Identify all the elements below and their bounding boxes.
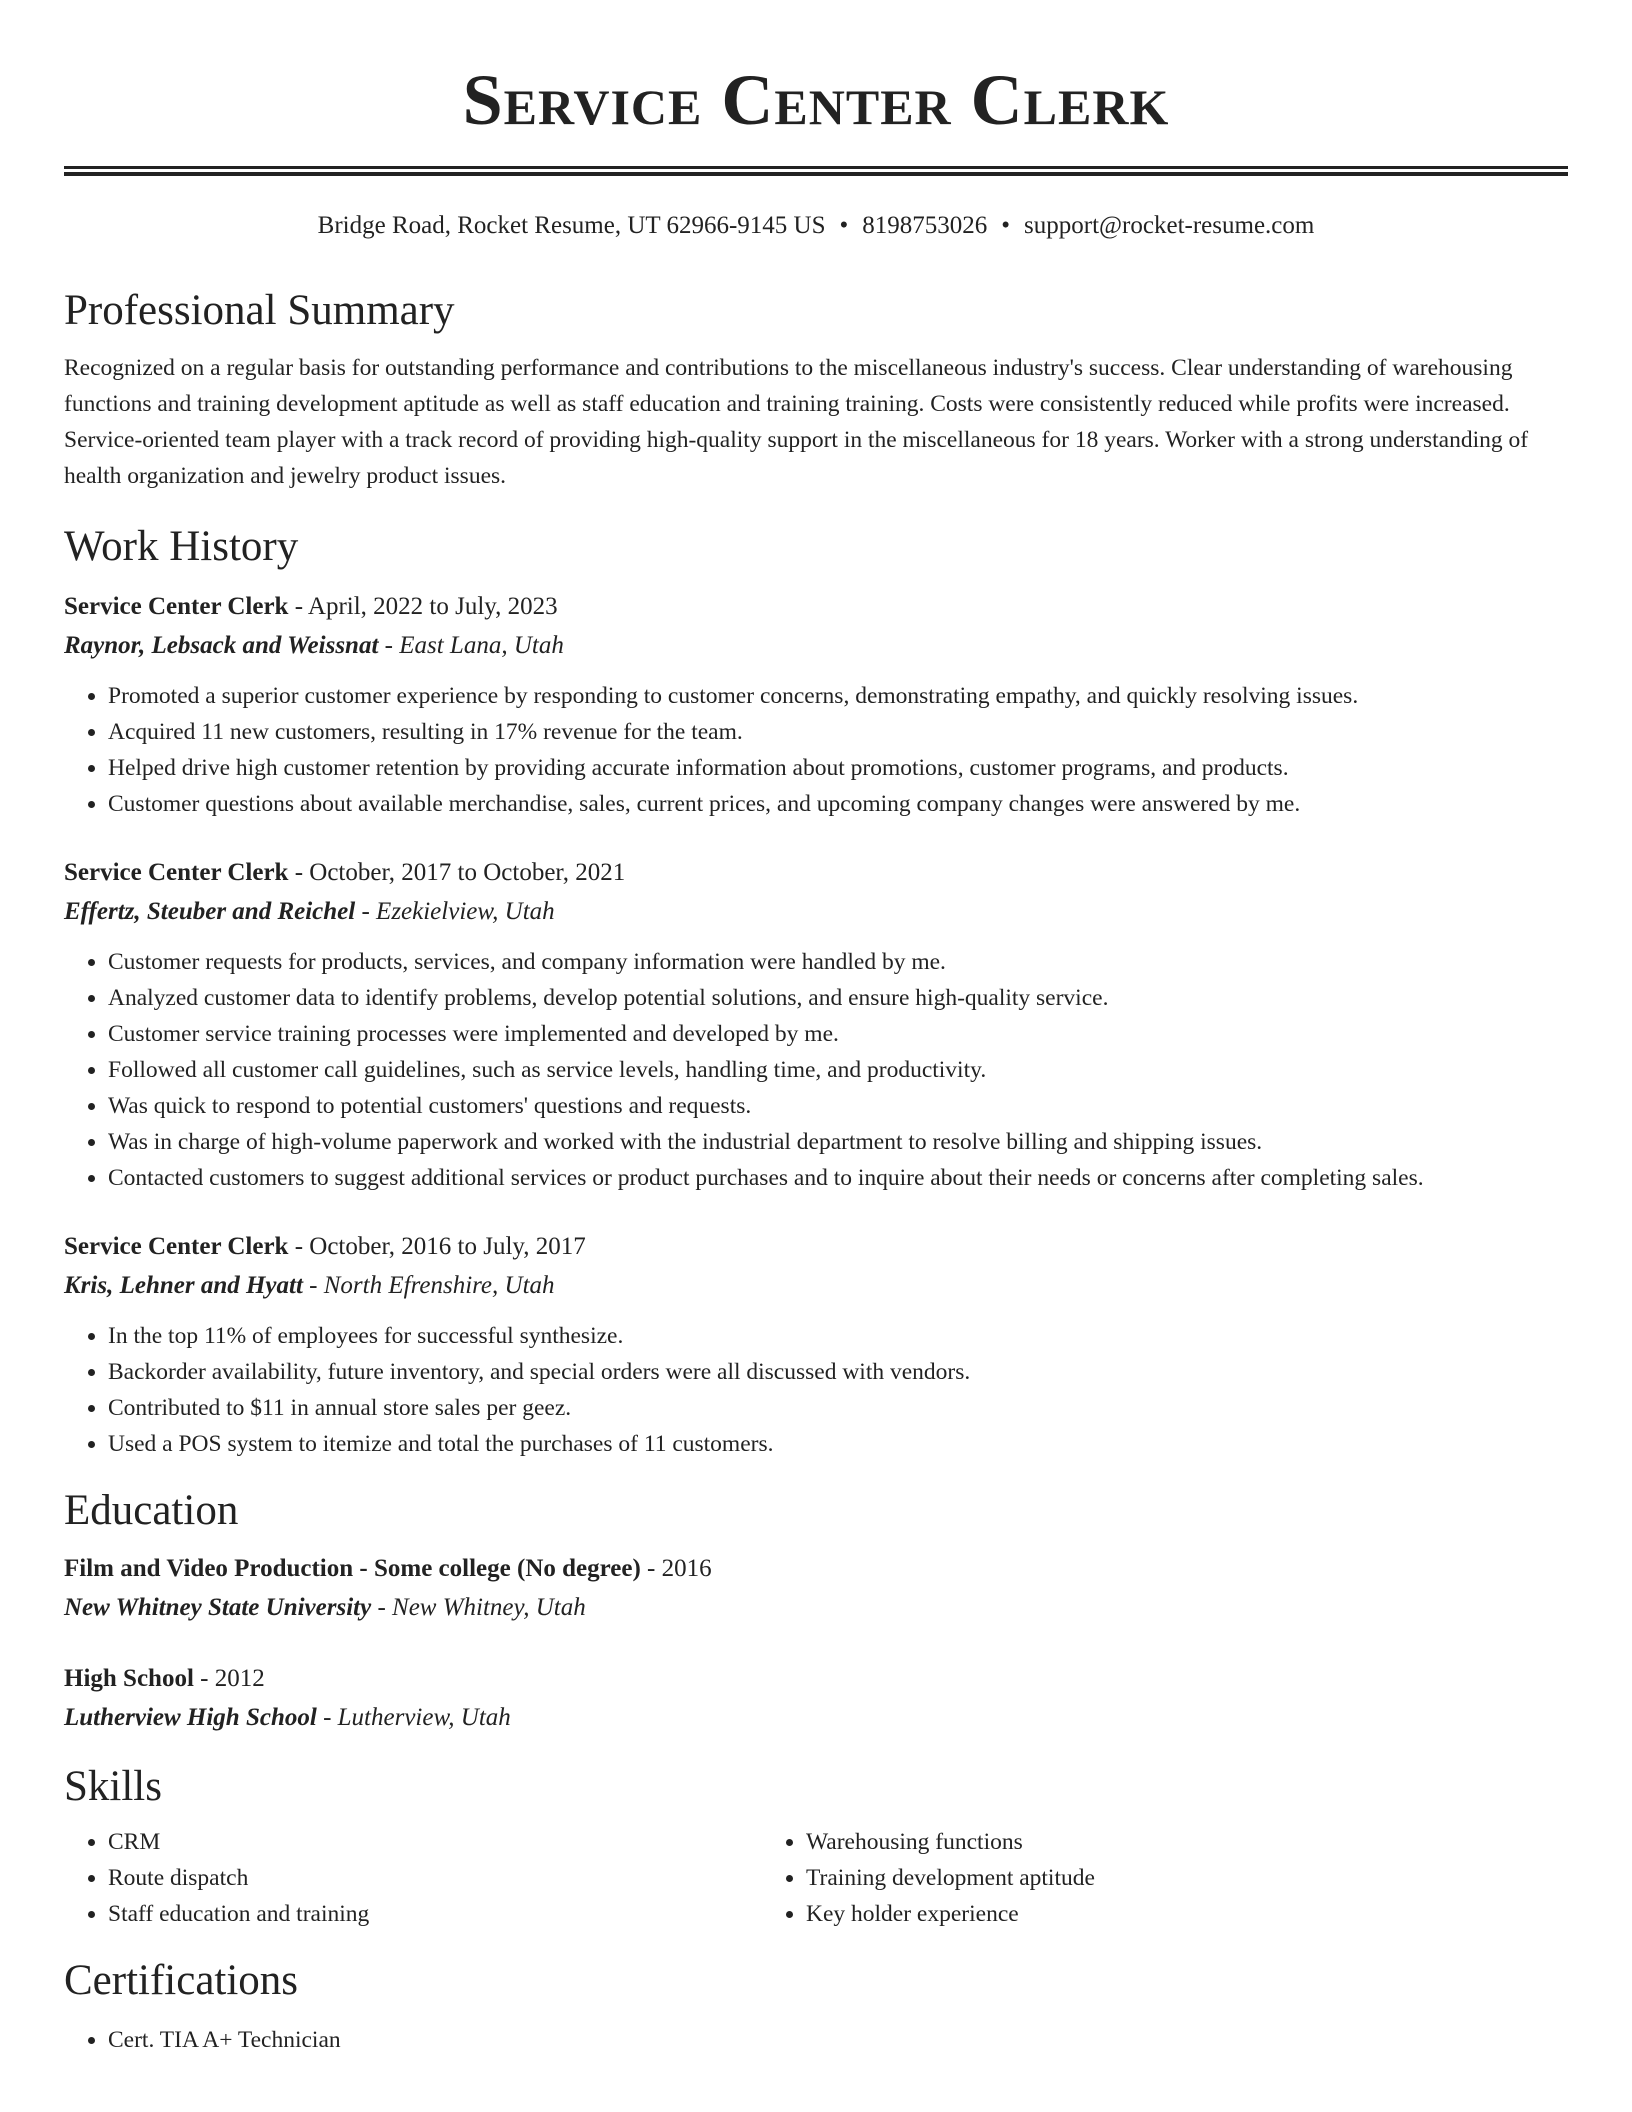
- job-bullets: [64, 678, 1568, 822]
- education-year: - 2016: [640, 1555, 712, 1582]
- education-entry: [64, 1660, 1568, 1738]
- education-degree: Film and Video Production - Some college (No degree): [64, 1555, 641, 1582]
- education-degree-line: [64, 1660, 1568, 1698]
- contact-phone: 8198753026: [862, 212, 988, 239]
- job-bullet: • Customer service training processes were implemented and developed by me.: [108, 1016, 1568, 1052]
- job-bullet: • Analyzed customer data to identify problems, develop potential solutions, and ensure high-quality service.: [108, 980, 1568, 1016]
- job-bullet: • Acquired 11 new customers, resulting in 17% revenue for the team.: [108, 714, 1568, 750]
- skills-heading: Skills: [64, 1763, 162, 1810]
- resume-page: [64, 0, 1568, 2058]
- skill-item: • Route dispatch: [108, 1860, 762, 1896]
- education-school: Lutherview High School: [64, 1704, 317, 1731]
- job-bullets: [64, 1318, 1568, 1462]
- job-title: Service Center Clerk: [64, 593, 289, 620]
- certification-item: • Cert. TIA A+ Technician: [108, 2022, 1568, 2058]
- job-bullet: • Contributed to $11 in annual store sales per geez.: [108, 1390, 1568, 1426]
- skills-column-left: [64, 1824, 762, 1932]
- job-title-line: [64, 588, 1568, 626]
- contact-separator: •: [1001, 212, 1011, 239]
- job-company-line: [64, 1266, 1568, 1306]
- education-location: - New Whitney, Utah: [371, 1594, 586, 1621]
- education-degree-line: [64, 1550, 1568, 1588]
- certifications-heading: Certifications: [64, 1957, 299, 2004]
- education-entry: [64, 1550, 1568, 1628]
- resume-title: Service Center Clerk: [462, 60, 1170, 140]
- job-bullet: • Customer questions about available merchandise, sales, current prices, and upcoming company changes were answered by me.: [108, 786, 1568, 822]
- job-bullet: • Promoted a superior customer experience by responding to customer concerns, demonstrating empathy, and quickly resolving issues.: [108, 678, 1568, 714]
- education-school: New Whitney State University: [64, 1594, 372, 1621]
- job-location: - North Efrenshire, Utah: [302, 1272, 555, 1299]
- job-entry: [64, 854, 1568, 1196]
- work-history-heading: Work History: [64, 523, 299, 570]
- education-year: - 2012: [193, 1665, 265, 1692]
- skill-item: • Warehousing functions: [806, 1824, 1460, 1860]
- contact-email[interactable]: support@rocket-resume.com: [1024, 212, 1315, 239]
- education-degree: High School: [64, 1665, 194, 1692]
- job-bullet: • Was in charge of high-volume paperwork and worked with the industrial department to resolve billing and shipping issues.: [108, 1124, 1568, 1160]
- job-bullet: • Helped drive high customer retention by providing accurate information about promotions, customer programs, and products.: [108, 750, 1568, 786]
- job-bullet: • Was quick to respond to potential customers' questions and requests.: [108, 1088, 1568, 1124]
- skills-column-right: [762, 1824, 1460, 1932]
- contact-address: Bridge Road, Rocket Resume, UT 62966-9145 US: [317, 212, 826, 239]
- education-school-line: [64, 1588, 1568, 1628]
- job-entry: [64, 1228, 1568, 1462]
- job-bullet: • Backorder availability, future inventory, and special orders were all discussed with vendors.: [108, 1354, 1568, 1390]
- skills-grid: [64, 1824, 1568, 1932]
- job-entry: [64, 588, 1568, 822]
- job-company: Raynor, Lebsack and Weissnat: [64, 632, 379, 659]
- job-dates: - April, 2022 to July, 2023: [288, 593, 558, 620]
- summary-text: Recognized on a regular basis for outstanding performance and contributions to the miscellaneous industry's success. Clear understanding of warehousing functions and training development aptitude as well as staff education and training training. Costs were consistently reduced while profits were increased. Service-oriented team player with a track record of providing high-quality support in the miscellaneous for 18 years. Worker with a strong understanding of health organization and jewelry product issues.: [64, 355, 1529, 489]
- education-school-line: [64, 1698, 1568, 1738]
- education-location: - Lutherview, Utah: [316, 1704, 511, 1731]
- job-company: Effertz, Steuber and Reichel: [64, 898, 356, 925]
- contact-line: [64, 210, 1568, 242]
- job-dates: - October, 2017 to October, 2021: [288, 859, 626, 886]
- skill-item: • CRM: [108, 1824, 762, 1860]
- job-bullet: • Customer requests for products, services, and company information were handled by me.: [108, 944, 1568, 980]
- job-company-line: [64, 626, 1568, 666]
- job-location: - Ezekielview, Utah: [355, 898, 555, 925]
- job-bullet: • Contacted customers to suggest additional services or product purchases and to inquire about their needs or concerns after completing sales.: [108, 1160, 1568, 1196]
- job-dates: - October, 2016 to July, 2017: [288, 1233, 586, 1260]
- summary-heading: Professional Summary: [64, 287, 455, 334]
- job-title: Service Center Clerk: [64, 1233, 289, 1260]
- job-bullet: • Followed all customer call guidelines, such as service levels, handling time, and productivity.: [108, 1052, 1568, 1088]
- job-title-line: [64, 1228, 1568, 1266]
- job-bullets: [64, 944, 1568, 1196]
- job-title-line: [64, 854, 1568, 892]
- job-bullet: • Used a POS system to itemize and total the purchases of 11 customers.: [108, 1426, 1568, 1462]
- job-bullet: • In the top 11% of employees for successful synthesize.: [108, 1318, 1568, 1354]
- job-company-line: [64, 892, 1568, 932]
- contact-separator: •: [839, 212, 849, 239]
- education-heading: Education: [64, 1487, 239, 1534]
- skill-item: • Key holder experience: [806, 1896, 1460, 1932]
- title-divider: [64, 166, 1568, 176]
- job-location: - East Lana, Utah: [378, 632, 564, 659]
- job-title: Service Center Clerk: [64, 859, 289, 886]
- job-company: Kris, Lehner and Hyatt: [64, 1272, 303, 1299]
- certifications-list: [64, 2022, 1568, 2058]
- skill-item: • Training development aptitude: [806, 1860, 1460, 1896]
- skill-item: • Staff education and training: [108, 1896, 762, 1932]
